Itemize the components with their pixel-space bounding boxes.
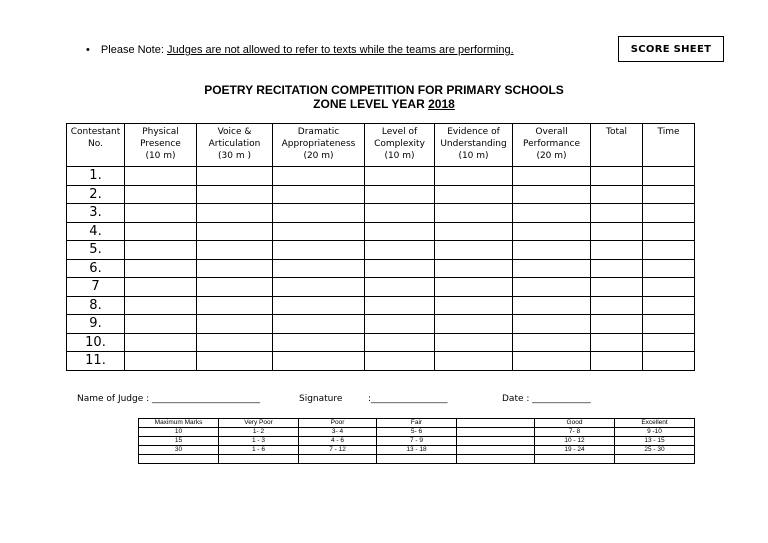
column-header-line: Understanding xyxy=(440,139,507,149)
contestant-number: 5. xyxy=(67,241,125,260)
score-cell[interactable] xyxy=(435,333,513,352)
score-cell[interactable] xyxy=(591,204,643,223)
bullet-icon: • xyxy=(86,44,90,56)
score-cell[interactable] xyxy=(273,296,365,315)
column-header xyxy=(197,124,273,167)
score-cell[interactable] xyxy=(365,241,435,260)
title-year: 2018 xyxy=(428,97,455,111)
marks-cell: 7 - 9 xyxy=(377,437,457,446)
score-cell[interactable] xyxy=(435,296,513,315)
score-cell[interactable] xyxy=(365,315,435,334)
score-cell[interactable] xyxy=(125,259,197,278)
score-cell[interactable] xyxy=(643,259,695,278)
marks-column-header: Very Poor xyxy=(219,419,299,428)
score-cell[interactable] xyxy=(365,278,435,297)
marks-row xyxy=(139,437,695,446)
column-header-line: (30 m ) xyxy=(218,151,251,161)
marks-cell: 7 - 12 xyxy=(299,446,377,455)
score-cell[interactable] xyxy=(197,204,273,223)
note-text: Judges are not allowed to refer to texts while the teams are performing. xyxy=(166,44,514,56)
contestant-number: 8. xyxy=(67,296,125,315)
score-cell[interactable] xyxy=(273,333,365,352)
score-cell[interactable] xyxy=(125,296,197,315)
score-cell[interactable] xyxy=(197,185,273,204)
column-header-line: Contestant xyxy=(70,127,121,137)
marks-cell xyxy=(535,455,615,464)
contestant-number: 9. xyxy=(67,315,125,334)
marks-cell: 1- 2 xyxy=(219,428,299,437)
marks-cell xyxy=(457,446,535,455)
column-header-line: Presence xyxy=(140,139,181,149)
marks-column-header: Excellent xyxy=(615,419,695,428)
score-cell[interactable] xyxy=(591,241,643,260)
score-cell[interactable] xyxy=(273,204,365,223)
column-header xyxy=(513,124,591,167)
score-cell[interactable] xyxy=(435,259,513,278)
score-cell[interactable] xyxy=(125,185,197,204)
score-cell[interactable] xyxy=(513,296,591,315)
score-cell[interactable] xyxy=(643,167,695,186)
score-cell[interactable] xyxy=(513,167,591,186)
score-cell[interactable] xyxy=(125,333,197,352)
score-cell[interactable] xyxy=(273,222,365,241)
table-row xyxy=(67,241,695,260)
marks-cell xyxy=(299,455,377,464)
table-row xyxy=(67,296,695,315)
column-header xyxy=(67,124,125,167)
column-header-line: Overall xyxy=(535,127,568,137)
column-header-line: (10 m) xyxy=(384,151,415,161)
score-sheet-label: SCORE SHEET xyxy=(618,36,724,62)
score-cell[interactable] xyxy=(643,241,695,260)
signature-field[interactable]: :_________________ xyxy=(368,394,448,404)
score-table xyxy=(66,123,695,371)
marks-cell: 1 - 6 xyxy=(219,446,299,455)
score-cell[interactable] xyxy=(435,222,513,241)
score-cell[interactable] xyxy=(513,185,591,204)
score-cell[interactable] xyxy=(513,352,591,371)
score-cell[interactable] xyxy=(125,278,197,297)
score-cell[interactable] xyxy=(591,296,643,315)
table-row xyxy=(67,185,695,204)
score-cell[interactable] xyxy=(513,241,591,260)
column-header xyxy=(591,124,643,167)
table-row xyxy=(67,333,695,352)
score-cell[interactable] xyxy=(591,185,643,204)
column-header xyxy=(273,124,365,167)
score-cell[interactable] xyxy=(643,296,695,315)
score-cell[interactable] xyxy=(197,222,273,241)
score-cell[interactable] xyxy=(591,352,643,371)
marks-cell: 13 - 18 xyxy=(377,446,457,455)
marks-cell: 15 xyxy=(139,437,219,446)
score-cell[interactable] xyxy=(591,167,643,186)
score-cell[interactable] xyxy=(643,278,695,297)
column-header-line: Total xyxy=(605,127,628,137)
score-cell[interactable] xyxy=(273,185,365,204)
column-header-line: (20 m) xyxy=(303,151,334,161)
marks-table xyxy=(138,418,695,464)
signature-label: Signature xyxy=(299,394,343,404)
marks-row xyxy=(139,446,695,455)
contestant-number: 3. xyxy=(67,204,125,223)
score-cell[interactable] xyxy=(197,352,273,371)
table-row xyxy=(67,222,695,241)
score-cell[interactable] xyxy=(435,167,513,186)
contestant-number: 7 xyxy=(67,278,125,297)
score-cell[interactable] xyxy=(365,352,435,371)
table-row xyxy=(67,278,695,297)
contestant-number: 1. xyxy=(67,167,125,186)
marks-cell: 30 xyxy=(139,446,219,455)
marks-column-header: Good xyxy=(535,419,615,428)
score-cell[interactable] xyxy=(435,185,513,204)
score-cell[interactable] xyxy=(643,222,695,241)
score-cell[interactable] xyxy=(365,296,435,315)
score-cell[interactable] xyxy=(435,352,513,371)
score-cell[interactable] xyxy=(435,315,513,334)
marks-cell: 9 -10 xyxy=(615,428,695,437)
score-cell[interactable] xyxy=(365,185,435,204)
table-row xyxy=(67,204,695,223)
marks-row xyxy=(139,428,695,437)
score-cell[interactable] xyxy=(591,222,643,241)
contestant-number: 4. xyxy=(67,222,125,241)
column-header-line: Dramatic xyxy=(297,127,340,137)
title-line-1: POETRY RECITATION COMPETITION FOR PRIMARY SCHOOLS xyxy=(204,83,564,97)
score-cell[interactable] xyxy=(125,315,197,334)
score-cell[interactable] xyxy=(197,259,273,278)
contestant-number: 11. xyxy=(67,352,125,371)
score-cell[interactable] xyxy=(513,259,591,278)
column-header xyxy=(125,124,197,167)
marks-cell: 7- 8 xyxy=(535,428,615,437)
score-cell[interactable] xyxy=(365,167,435,186)
page-title xyxy=(0,83,768,111)
score-cell[interactable] xyxy=(513,222,591,241)
marks-cell: 4 - 6 xyxy=(299,437,377,446)
column-header-line: (20 m) xyxy=(536,151,567,161)
score-cell[interactable] xyxy=(197,296,273,315)
marks-cell: 19 - 24 xyxy=(535,446,615,455)
column-header-line: Time xyxy=(657,127,680,137)
contestant-number: 10. xyxy=(67,333,125,352)
column-header-line: No. xyxy=(88,139,103,149)
score-cell[interactable] xyxy=(435,241,513,260)
marks-cell: 25 - 30 xyxy=(615,446,695,455)
score-cell[interactable] xyxy=(591,333,643,352)
column-header-line: Level of xyxy=(381,127,418,137)
score-cell[interactable] xyxy=(125,167,197,186)
score-cell[interactable] xyxy=(365,204,435,223)
column-header xyxy=(435,124,513,167)
column-header-line: Appropriateness xyxy=(281,139,356,149)
marks-column-header: Fair xyxy=(377,419,457,428)
score-cell[interactable] xyxy=(365,333,435,352)
marks-cell xyxy=(377,455,457,464)
marks-cell: 13 - 15 xyxy=(615,437,695,446)
score-cell[interactable] xyxy=(273,241,365,260)
marks-table-header xyxy=(139,419,695,428)
column-header-line: Voice & xyxy=(217,127,252,137)
contestant-number: 2. xyxy=(67,185,125,204)
marks-cell: 5- 6 xyxy=(377,428,457,437)
marks-cell: 3- 4 xyxy=(299,428,377,437)
score-cell[interactable] xyxy=(435,204,513,223)
table-row xyxy=(67,352,695,371)
score-cell[interactable] xyxy=(643,352,695,371)
score-cell[interactable] xyxy=(197,241,273,260)
marks-cell xyxy=(457,428,535,437)
score-cell[interactable] xyxy=(273,278,365,297)
table-row xyxy=(67,167,695,186)
title-line-2 xyxy=(0,97,768,111)
marks-cell xyxy=(219,455,299,464)
column-header-line: (10 m) xyxy=(458,151,489,161)
score-cell[interactable] xyxy=(643,333,695,352)
title-zone-level: ZONE LEVEL YEAR xyxy=(313,97,425,111)
score-cell[interactable] xyxy=(513,204,591,223)
score-cell[interactable] xyxy=(125,204,197,223)
column-header-line: Evidence of xyxy=(447,127,500,137)
score-cell[interactable] xyxy=(125,222,197,241)
score-cell[interactable] xyxy=(591,259,643,278)
table-row xyxy=(67,259,695,278)
score-cell[interactable] xyxy=(197,278,273,297)
column-header-line: Physical xyxy=(142,127,179,137)
score-cell[interactable] xyxy=(273,352,365,371)
score-cell[interactable] xyxy=(273,315,365,334)
column-header-line: Complexity xyxy=(374,139,425,149)
marks-column-header xyxy=(457,419,535,428)
score-cell[interactable] xyxy=(197,333,273,352)
note-line xyxy=(86,44,514,56)
contestant-number: 6. xyxy=(67,259,125,278)
marks-cell: 10 - 12 xyxy=(535,437,615,446)
score-cell[interactable] xyxy=(513,315,591,334)
marks-row xyxy=(139,455,695,464)
marks-cell xyxy=(615,455,695,464)
column-header-line: Performance xyxy=(522,139,581,149)
column-header xyxy=(365,124,435,167)
score-cell[interactable] xyxy=(513,278,591,297)
score-cell[interactable] xyxy=(197,167,273,186)
marks-cell: 1 - 3 xyxy=(219,437,299,446)
table-row xyxy=(67,315,695,334)
score-cell[interactable] xyxy=(125,352,197,371)
score-table-header xyxy=(67,124,695,167)
score-cell[interactable] xyxy=(365,259,435,278)
score-cell[interactable] xyxy=(273,259,365,278)
column-header-line: (10 m) xyxy=(145,151,176,161)
score-cell[interactable] xyxy=(643,204,695,223)
note-prefix: Please Note: xyxy=(100,44,164,56)
column-header xyxy=(643,124,695,167)
score-cell[interactable] xyxy=(197,315,273,334)
score-cell[interactable] xyxy=(643,185,695,204)
marks-cell xyxy=(457,455,535,464)
marks-column-header: Poor xyxy=(299,419,377,428)
judge-name-field[interactable]: Name of Judge : ________________________ xyxy=(77,394,261,404)
score-cell[interactable] xyxy=(591,278,643,297)
date-field[interactable]: Date : _____________ xyxy=(502,394,591,404)
marks-cell xyxy=(139,455,219,464)
column-header-line: Articulation xyxy=(208,139,261,149)
marks-column-header: Maximum Marks xyxy=(139,419,219,428)
score-cell[interactable] xyxy=(435,278,513,297)
marks-cell xyxy=(457,437,535,446)
score-cell[interactable] xyxy=(365,222,435,241)
marks-cell: 10 xyxy=(139,428,219,437)
score-cell[interactable] xyxy=(591,315,643,334)
score-cell[interactable] xyxy=(643,315,695,334)
score-cell[interactable] xyxy=(273,167,365,186)
score-cell[interactable] xyxy=(125,241,197,260)
score-cell[interactable] xyxy=(513,333,591,352)
